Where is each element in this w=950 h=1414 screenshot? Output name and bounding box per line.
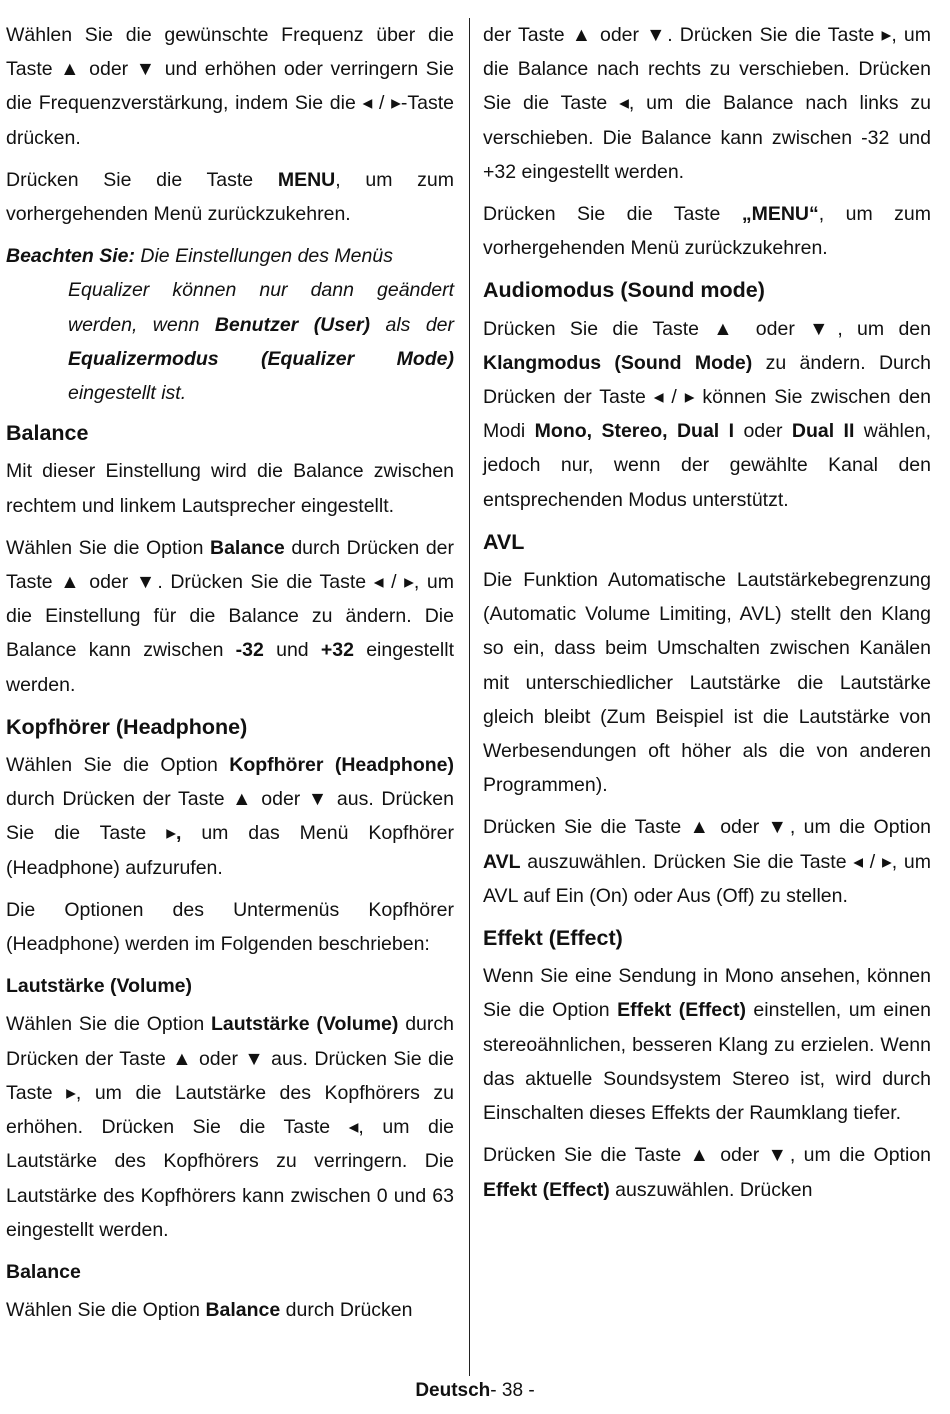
paragraph: Drücken Sie die Taste „MENU“, um zum vorhergehenden Menü zurückzukehren.: [483, 203, 931, 260]
paragraph: Drücken Sie die Taste ▲ oder ▼, um den Klangmodus (Sound Mode) zu ändern. Durch Drücken der Taste ◂ / ▸ können Sie zwischen den Modi Mono, Stereo, Dual I oder Dual II wählen, jedoch nur, wenn der gewählte Kanal den entsprechenden Modus unterstützt.: [483, 317, 931, 511]
note-label: Beachten Sie:: [6, 245, 135, 268]
note-body: Equalizer können nur dann geändert werden, wenn Benutzer (User) als der Equalizermodus (Equalizer Mode) eingestellt ist.: [68, 279, 454, 405]
paragraph: Drücken Sie die Taste ▲ oder ▼, um die Option AVL auszuwählen. Drücken Sie die Taste ◂ / ▸, um AVL auf Ein (On) oder Aus (Off) zu stellen.: [483, 816, 931, 907]
note: Beachten Sie: Die Einstellungen des Menüs Equalizer können nur dann geändert werden, wenn Benutzer (User) als der Equalizermodus (Equalizer Mode) eingestellt ist.: [6, 239, 454, 410]
footer-language: Deutsch: [415, 1380, 491, 1401]
paragraph: Die Funktion Automatische Lautstärkebegrenzung (Automatic Volume Limiting, AVL) stellt den Klang so ein, dass beim Umschalten zwischen Kanälen mit unterschiedlicher Lautstärke die Lautstärke gleich bleibt (Zum Beispiel ist die Lautstärke von Werbesendungen oft höher als die von anderen Programmen).: [483, 569, 931, 797]
heading-avl: AVL: [483, 529, 525, 554]
paragraph: Die Optionen des Untermenüs Kopfhörer (Headphone) werden im Folgenden beschrieben:: [6, 898, 454, 956]
heading-effect: Effekt (Effect): [483, 926, 623, 951]
paragraph: Wählen Sie die Option Balance durch Drücken der Taste ▲ oder ▼. Drücken Sie die Taste ◂ / ▸, um die Einstellung für die Balance zu ändern. Die Balance kann zwischen -32 und +32 eingestellt werden.: [6, 536, 455, 696]
paragraph: Mit dieser Einstellung wird die Balance zwischen rechtem und linkem Lautsprecher eingestellt.: [6, 460, 454, 517]
heading-headphone: Kopfhörer (Headphone): [6, 714, 248, 739]
left-column: [6, 18, 454, 1335]
column-divider: [469, 18, 470, 1376]
paragraph: Wählen Sie die gewünschte Frequenz über die Taste ▲ oder ▼ und erhöhen oder verringern Sie die Frequenzverstärkung, indem Sie die ◂ / ▸-Taste drücken.: [6, 24, 454, 149]
paragraph: der Taste ▲ oder ▼. Drücken Sie die Taste ▸, um die Balance nach rechts zu verschieben. Drücken Sie die Taste ◂, um die Balance nach links zu verschieben. Die Balance kann zwischen -32 und +32 eingestellt werden.: [483, 24, 931, 183]
paragraph: Drücken Sie die Taste ▲ oder ▼, um die Option Effekt (Effect) auszuwählen. Drücken: [483, 1144, 931, 1201]
paragraph: Wählen Sie die Option Lautstärke (Volume) durch Drücken der Taste ▲ oder ▼ aus. Drücken Sie die Taste ▸, um die Lautstärke des Kopfhörers zu erhöhen. Drücken Sie die Taste ◂, um die Lautstärke des Kopfhörers zu verringern. Die Lautstärke des Kopfhörers kann zwischen 0 und 63 eingestellt werden.: [6, 1013, 454, 1241]
heading-volume: Lautstärke (Volume): [6, 975, 193, 998]
paragraph: Wählen Sie die Option Balance durch Drücken: [6, 1299, 413, 1322]
page-footer: [0, 1380, 950, 1402]
paragraph: Wenn Sie eine Sendung in Mono ansehen, können Sie die Option Effekt (Effect) einstellen, um einen stereoähnlichen, besseren Klang zu erzielen. Wenn das aktuelle Soundsystem Stereo ist, wird durch Einschalten dieses Effekts der Raumklang tiefer.: [483, 965, 931, 1125]
paragraph: Drücken Sie die Taste MENU, um zum vorhergehenden Menü zurückzukehren.: [6, 168, 454, 226]
paragraph: Wählen Sie die Option Kopfhörer (Headphone) durch Drücken der Taste ▲ oder ▼ aus. Drücken Sie die Taste ▸, um das Menü Kopfhörer (Headphone) aufzurufen.: [6, 754, 455, 879]
heading-audiomode: Audiomodus (Sound mode): [483, 278, 765, 303]
right-column: [483, 18, 931, 1215]
heading-balance-headphone: Balance: [6, 1260, 81, 1283]
page-number: - 38 -: [490, 1380, 535, 1401]
heading-balance: Balance: [6, 421, 89, 446]
